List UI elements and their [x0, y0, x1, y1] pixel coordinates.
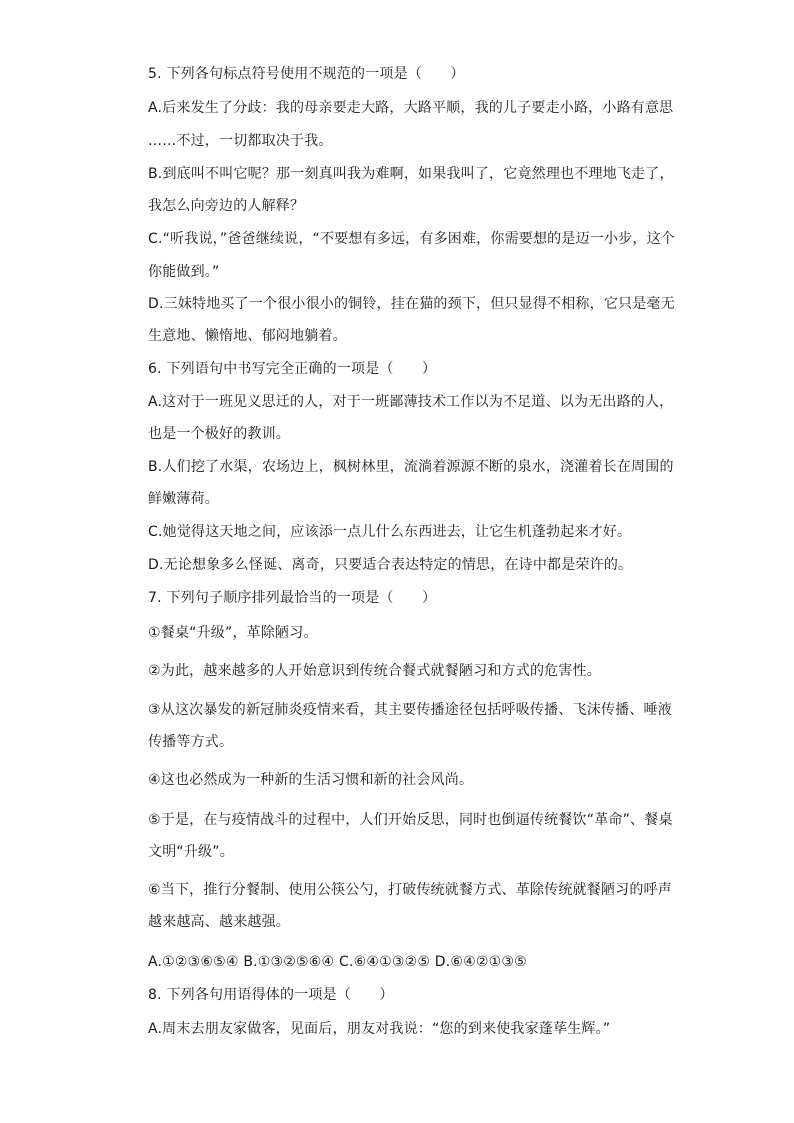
question-5-option-c-line-2: 你能做到。”	[148, 264, 220, 280]
question-5-option-d-line-2: 生意地、懒惰地、郁闷地躺着。	[148, 328, 347, 344]
question-6-option-d: D.无论想象多么怪诞、离奇，只要适合表达特定的情思，在诗中都是荣许的。	[148, 557, 633, 573]
question-5-stem: 5. 下列各句标点符号使用不规范的一项是（ ）	[148, 66, 465, 82]
question-7-sentence-4: ④这也必然成为一种新的生活习惯和新的社会风尚。	[148, 772, 474, 788]
question-8-stem: 8. 下列各句用语得体的一项是（ ）	[148, 987, 394, 1003]
question-5-option-b-line-2: 我怎么向旁边的人解释？	[148, 198, 305, 214]
question-7-sentence-6-line-2: 越来越高、越来越强。	[148, 914, 290, 930]
question-7-sentence-1: ①餐桌“升级”，革除陋习。	[148, 625, 318, 641]
question-7-sentence-6-line-1: ⑥当下，推行分餐制、使用公筷公勺，打破传统就餐方式、革除传统就餐陋习的呼声	[148, 882, 672, 898]
question-6-stem: 6. 下列语句中书写完全正确的一项是（ ）	[148, 361, 437, 377]
question-7-sentence-5-line-1: ⑤于是，在与疫情战斗的过程中，人们开始反思，同时也倒逼传统餐饮“革命”、餐桌	[148, 812, 673, 828]
question-5-option-a-line-1: A.后来发生了分歧：我的母亲要走大路，大路平顺，我的儿子要走小路，小路有意思	[148, 100, 674, 116]
question-7-sentence-3-line-2: 传播等方式。	[148, 734, 234, 750]
question-6-option-b-line-1: B.人们挖了水渠，农场边上，枫树林里，流淌着源源不断的泉水，浇灌着长在周围的	[148, 459, 674, 475]
question-7-options: A.①②③⑥⑤④ B.①③②⑤⑥④ C.⑥④①③②⑤ D.⑥④②①③⑤	[148, 954, 527, 970]
question-8-option-a: A.周末去朋友家做客，见面后，朋友对我说：“您的到来使我家蓬荜生辉。”	[148, 1021, 611, 1037]
question-7-sentence-2: ②为此，越来越多的人开始意识到传统合餐式就餐陋习和方式的危害性。	[148, 663, 601, 679]
question-6-option-a-line-2: 也是一个极好的教训。	[148, 426, 290, 442]
question-7-sentence-3-line-1: ③从这次暴发的新冠肺炎疫情来看，其主要传播途径包括呼吸传播、飞沫传播、唾液	[148, 702, 672, 718]
question-7-stem: 7. 下列句子顺序排列最恰当的一项是（ ）	[148, 590, 437, 606]
question-6-option-b-line-2: 鲜嫩薄荷。	[148, 491, 219, 507]
question-5-option-b-line-1: B.到底叫不叫它呢？那一刻真叫我为难啊，如果我叫了，它竟然理也不理地飞走了，	[148, 166, 674, 182]
question-5-option-c-line-1: C.“听我说，”爸爸继续说，“不要想有多远，有多困难，你需要想的是迈一小步，这个	[148, 231, 675, 247]
question-5-option-a-line-2: ……不过，一切都取决于我。	[148, 133, 333, 149]
question-7-sentence-5-line-2: 文明“升级”。	[148, 844, 234, 860]
question-5-option-d-line-1: D.三妹特地买了一个很小很小的铜铃，挂在猫的颈下，但只显得不相称，它只是毫无	[148, 296, 675, 312]
question-6-option-a-line-1: A.这对于一班见义思迁的人，对于一班鄙薄技术工作以为不足道、以为无出路的人，	[148, 394, 674, 410]
question-6-option-c: C.她觉得这天地之间，应该添一点儿什么东西进去，让它生机蓬勃起来才好。	[148, 524, 632, 540]
